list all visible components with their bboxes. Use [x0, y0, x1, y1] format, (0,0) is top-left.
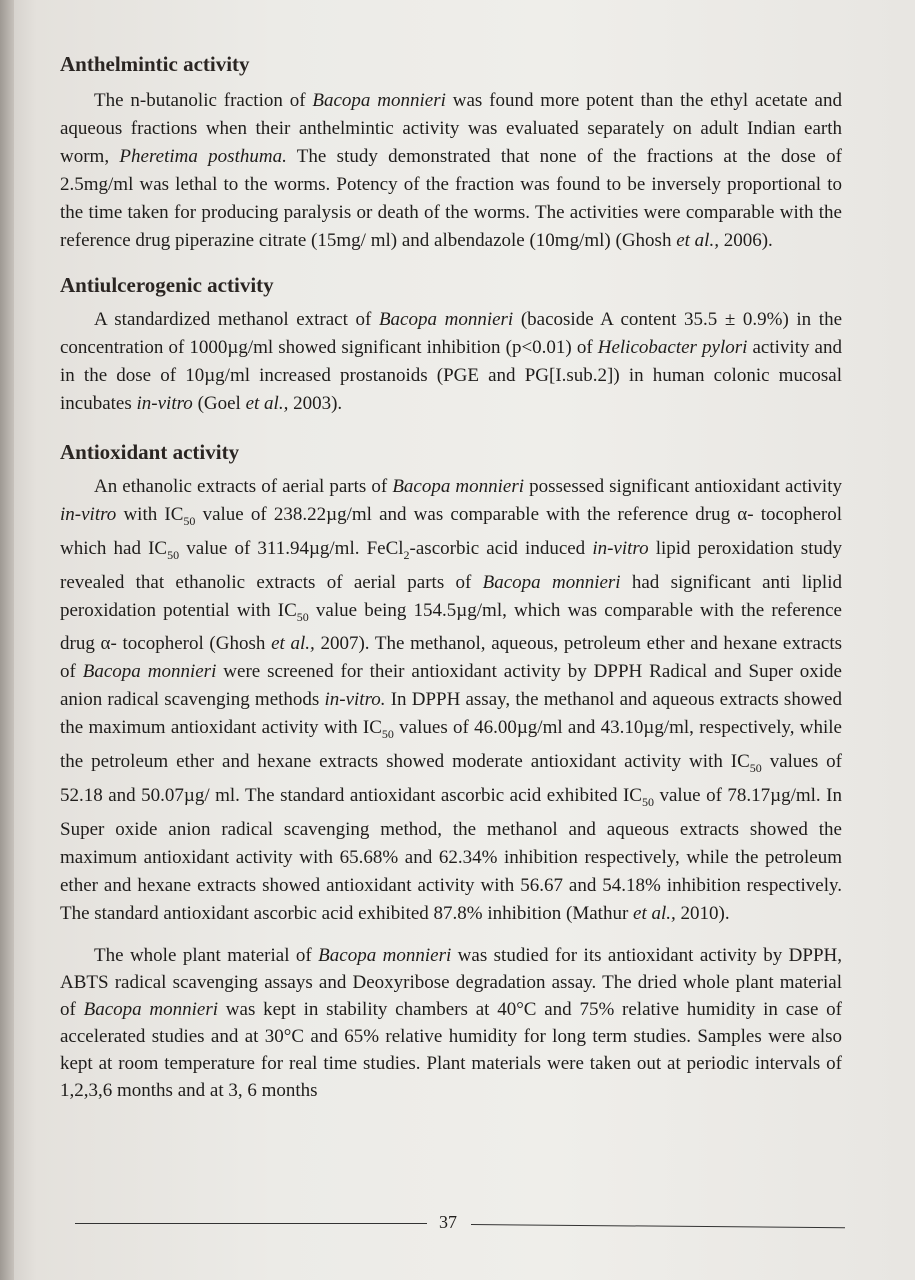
text-run: values of 46.00µg/ml and 43.10µg/ml, respectively, while the petroleum ether and hexane extracts showed moderate antioxidant activity with IC [60, 717, 842, 773]
italic-run: et al., [245, 393, 289, 414]
subscript-run: 2 [403, 547, 410, 562]
subscript-run: 50 [183, 513, 196, 528]
text-run: value of 78.17µg/ml. In Super oxide anion radical scavenging method, the methanol and aqueous extracts showed the maximum antioxidant activity with 65.68% and 62.34% inhibition respectively, while the petroleum ether and hexane extracts showed antioxidant activity with 56.67 and 54.18% inhibition respectively. The standard antioxidant ascorbic acid exhibited 87.8% inhibition (Mathur [60, 784, 842, 924]
text-run: The study demonstrated that none of the fractions at the dose of 2.5mg/ml was lethal to the worms. Potency of the fraction was found to be inversely proportional to the time taken for producing paralysis or death of the worms. The activities were comparable with the reference drug piperazine citrate (15mg/ ml) and albendazole (10mg/ml) (Ghosh [60, 146, 842, 251]
document-body [60, 52, 842, 1104]
subscript-run: 50 [749, 760, 762, 775]
italic-run: Bacopa monnieri [312, 90, 446, 111]
italic-run: et al., [271, 633, 315, 655]
italic-run: Bacopa monnieri [482, 571, 621, 593]
italic-run: Bacopa monnieri [378, 309, 514, 330]
text-run: possessed significant antioxidant activity [524, 476, 842, 497]
text-run: value being 154.5µg/ml, which was comparable with the reference drug α- tocopherol (Ghosh [60, 599, 842, 655]
text-run: 2003). [288, 393, 343, 414]
italic-run: in-vitro [592, 537, 649, 559]
italic-run: Pheretima posthuma. [119, 146, 287, 167]
section-heading: Antiulcerogenic activity [60, 273, 274, 297]
text-run: 2006). [718, 230, 773, 251]
text-run: was studied for its antioxidant activity by DPPH, ABTS radical scavenging assays and Deoxyribose degradation assay. The dried whole plant material of [60, 944, 842, 1020]
text-run: -ascorbic acid induced [409, 537, 593, 559]
text-run: were screened for their antioxidant activity by DPPH Radical and Super oxide anion radical scavenging methods [60, 661, 842, 711]
text-run: (Goel [192, 393, 246, 414]
text-run: value of 238.22µg/ml and was comparable with the reference drug α- tocopherol which had IC [60, 504, 842, 559]
paragraph [60, 87, 842, 255]
text-run: activity and in the dose of 10µg/ml increased prostanoids (PGE and PG[I.sub.2]) in human colonic mucosal incubates [60, 337, 842, 414]
paragraph [60, 942, 842, 1104]
text-run: In DPPH assay, the methanol and aqueous extracts showed the maximum antioxidant activity with IC [60, 689, 842, 739]
section-heading: Anthelmintic activity [60, 52, 250, 76]
subscript-run: 50 [641, 794, 654, 809]
subscript-run: 50 [296, 609, 309, 624]
subscript-run: 50 [167, 547, 180, 562]
text-run: was kept in stability chambers at 40°C and 75% relative humidity in case of accelerated studies and at 30°C and 65% relative humidity for long term studies. Samples were also kept at room temperature for real time studies. Plant materials were taken out at periodic intervals of 1,2,3,6 months and at 3, 6 months [60, 998, 842, 1101]
text-run: lipid peroxidation study revealed that ethanolic extracts of aerial parts of [60, 537, 842, 593]
text-run: 2010). [675, 902, 730, 924]
text-run: 2007). The methanol, aqueous, petroleum ether and hexane extracts of [60, 633, 842, 683]
text-run: (bacoside A content 35.5 ± 0.9%) in the concentration of 1000µg/ml showed significant inhibition (p<0.01) of [60, 309, 843, 358]
footer-rule-left [75, 1223, 427, 1224]
text-run: was found more potent than the ethyl acetate and aqueous fractions when their anthelmintic activity was evaluated separately on adult Indian earth worm, [60, 90, 842, 167]
text-run: value of 311.94µg/ml. FeCl [179, 537, 404, 559]
text-run: with IC [116, 504, 184, 525]
italic-run: et al., [676, 230, 719, 251]
section-antiulcerogenic [60, 273, 842, 418]
italic-run: Helicobacter pylori [597, 337, 748, 358]
footer-rule-right [471, 1224, 845, 1228]
subscript-run: 50 [381, 727, 394, 742]
text-run: The n-butanolic fraction of [94, 90, 313, 111]
italic-run: in-vitro [60, 504, 117, 525]
page-footer [75, 1212, 845, 1236]
paragraph [60, 306, 842, 418]
italic-run: Bacopa monnieri [318, 944, 452, 966]
italic-run: in-vitro [136, 393, 193, 414]
section-heading: Antioxidant activity [60, 440, 240, 464]
text-run: A standardized methanol extract of [94, 309, 379, 330]
italic-run: in-vitro. [324, 689, 386, 711]
text-run: values of 52.18 and 50.07µg/ ml. The standard antioxidant ascorbic acid exhibited IC [60, 751, 842, 806]
section-antioxidant [60, 440, 842, 1104]
page-number: 37 [439, 1212, 457, 1232]
italic-run: Bacopa monnieri [392, 476, 525, 497]
text-run: An ethanolic extracts of aerial parts of [94, 476, 393, 497]
text-run: had significant anti liplid peroxidation potential with IC [60, 571, 842, 621]
paragraph [60, 473, 842, 928]
italic-run: Bacopa monnieri [83, 998, 219, 1020]
italic-run: et al., [633, 902, 676, 924]
text-run: The whole plant material of [94, 944, 319, 966]
italic-run: Bacopa monnieri [82, 661, 217, 683]
page-binding-edge [0, 0, 14, 1280]
section-anthelmintic [60, 52, 842, 255]
